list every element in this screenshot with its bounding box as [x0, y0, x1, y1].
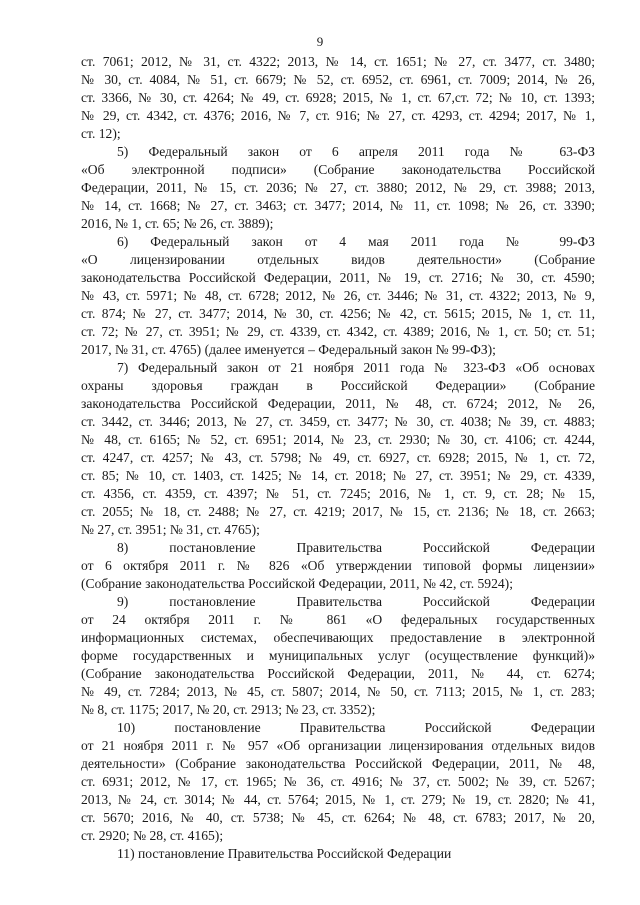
text-line: ст. 4356, ст. 4359, ст. 4397; № 51, ст. 7245; 2016, № 1, ст. 9, ст. 28; № 15, [81, 486, 595, 501]
text-line: ст. 7061; 2012, № 31, ст. 4322; 2013, № 14, ст. 1651; № 27, ст. 3477, ст. 3480; [81, 54, 595, 69]
text-line: ст. 4247, ст. 4257; № 43, ст. 5798; № 49, ст. 6927, ст. 6928; 2015, № 1, ст. 72, [81, 450, 595, 465]
text-line: ст. 6931; 2012, № 17, ст. 1965; № 36, ст. 4916; № 37, ст. 5002; № 39, ст. 5267; [81, 774, 595, 789]
text-line: 2017, № 31, ст. 4765) (далее именуется – Федеральный закон № 99-ФЗ); [81, 342, 496, 357]
paragraph [81, 359, 595, 539]
text-line: от 6 октября 2011 г. № 826 «Об утверждении типовой формы лицензии» [81, 558, 595, 573]
paragraph [81, 593, 595, 719]
page-number: 9 [316, 34, 324, 49]
text-line: 2016, № 1, ст. 65; № 26, ст. 3889); [81, 216, 274, 231]
text-line: форме государственных и муниципальных услуг (осуществление функций)» [81, 648, 595, 663]
text-line: от 21 ноября 2011 г. № 957 «Об организации лицензирования отдельных видов [81, 738, 595, 753]
text-line: № 30, ст. 4084, № 51, ст. 6679; № 52, ст. 6952, ст. 6961, ст. 7009; 2014, № 26, [81, 72, 595, 87]
text-line: ст. 72; № 27, ст. 3951; № 29, ст. 4339, ст. 4342, ст. 4389; 2016, № 1, ст. 50; ст. 51; [81, 324, 595, 339]
paragraph [81, 539, 595, 593]
text-line: от 24 октября 2011 г. № 861 «О федеральных государственных [81, 612, 595, 627]
text-line: «О лицензировании отдельных видов деятельности» (Собрание [81, 252, 595, 267]
text-line: 10) постановление Правительства Российской Федерации [117, 720, 595, 735]
text-line: деятельности» (Собрание законодательства Российской Федерации, 2011, № 48, [81, 756, 595, 771]
text-line: 2013, № 24, ст. 3014; № 44, ст. 5764; 2015, № 1, ст. 279; № 19, ст. 2820; № 41, [81, 792, 595, 807]
paragraph [81, 233, 595, 359]
text-line: 7) Федеральный закон от 21 ноября 2011 года № 323-ФЗ «Об основах [117, 360, 595, 375]
text-line: «Об электронной подписи» (Собрание законодательства Российской [81, 162, 595, 177]
text-line: (Собрание законодательства Российской Федерации, 2011, № 44, ст. 6274; [81, 666, 595, 681]
text-line: № 43, ст. 5971; № 48, ст. 6728; 2012, № 26, ст. 3446; № 31, ст. 4322; 2013, № 9, [81, 288, 595, 303]
paragraph [81, 143, 595, 233]
text-line: 9) постановление Правительства Российской Федерации [117, 594, 595, 609]
paragraph [81, 845, 595, 863]
text-line: Федерации, 2011, № 15, ст. 2036; № 27, ст. 3880; 2012, № 29, ст. 3988; 2013, [81, 180, 595, 195]
text-line: информационных системах, обеспечивающих предоставление в электронной [81, 630, 595, 645]
paragraph [81, 53, 595, 143]
text-line: ст. 12); [81, 126, 121, 141]
text-line: законодательства Российской Федерации, 2011, № 19, ст. 2716; № 30, ст. 4590; [81, 270, 595, 285]
text-line: 11) постановление Правительства Российской Федерации [117, 846, 452, 861]
text-line: законодательства Российской Федерации, 2011, № 48, ст. 6724; 2012, № 26, [81, 396, 595, 411]
text-line: ст. 85; № 10, ст. 1403, ст. 1425; № 14, ст. 2018; № 27, ст. 3951; № 29, ст. 4339, [81, 468, 595, 483]
text-line: охраны здоровья граждан в Российской Федерации» (Собрание [81, 378, 595, 393]
text-line: № 14, ст. 1668; № 27, ст. 3463; ст. 3477; 2014, № 11, ст. 1098; № 26, ст. 3390; [81, 198, 595, 213]
text-line: 5) Федеральный закон от 6 апреля 2011 года № 63-ФЗ [117, 144, 595, 159]
text-line: 8) постановление Правительства Российской Федерации [117, 540, 595, 555]
text-line: (Собрание законодательства Российской Федерации, 2011, № 42, ст. 5924); [81, 576, 513, 591]
text-line: № 27, ст. 3951; № 31, ст. 4765); [81, 522, 260, 537]
text-line: № 29, ст. 4342, ст. 4376; 2016, № 7, ст. 916; № 27, ст. 4293, ст. 4294; 2017, № 1, [81, 108, 595, 123]
text-line: ст. 3366, № 30, ст. 4264; № 49, ст. 6928; 2015, № 1, ст. 67,ст. 72; № 10, ст. 1393; [81, 90, 595, 105]
document-body [81, 53, 595, 863]
text-line: ст. 5670; 2016, № 40, ст. 5738; № 45, ст. 6264; № 48, ст. 6783; 2017, № 20, [81, 810, 595, 825]
text-line: № 49, ст. 7284; 2013, № 45, ст. 5807; 2014, № 50, ст. 7113; 2015, № 1, ст. 283; [81, 684, 595, 699]
text-line: № 48, ст. 6165; № 52, ст. 6951; 2014, № 23, ст. 2930; № 30, ст. 4106; ст. 4244, [81, 432, 595, 447]
text-line: ст. 2920; № 28, ст. 4165); [81, 828, 224, 843]
text-line: 6) Федеральный закон от 4 мая 2011 года № 99-ФЗ [117, 234, 595, 249]
text-line: ст. 2055; № 18, ст. 2488; № 27, ст. 4219; 2017, № 15, ст. 2136; № 18, ст. 2663; [81, 504, 595, 519]
paragraph [81, 719, 595, 845]
text-line: ст. 3442, ст. 3446; 2013, № 27, ст. 3459, ст. 3477; № 30, ст. 4038; № 39, ст. 4883; [81, 414, 595, 429]
text-line: № 8, ст. 1175; 2017, № 20, ст. 2913; № 23, ст. 3352); [81, 702, 376, 717]
text-line: ст. 874; № 27, ст. 3477; 2014, № 30, ст. 4256; № 42, ст. 5615; 2015, № 1, ст. 11, [81, 306, 595, 321]
